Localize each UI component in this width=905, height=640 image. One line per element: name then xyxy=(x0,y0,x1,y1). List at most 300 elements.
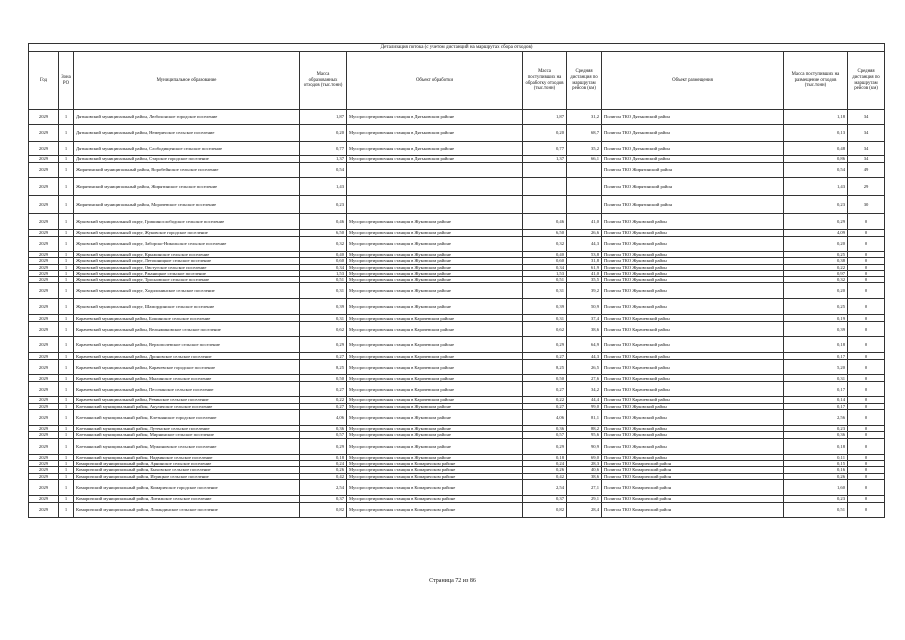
cell-processing-object: Мусоросортировочная станция в Жуковском районе xyxy=(347,230,523,237)
cell-mass-generated: 6,50 xyxy=(300,230,347,237)
cell-municipality: Жирятинский муниципальный район, Жирятинское сельское поселение xyxy=(74,178,300,196)
cell-mass-to-disposal: 0,19 xyxy=(784,315,848,322)
cell-processing-object: Мусоросортировочная станция в Карачевском районе xyxy=(347,375,523,382)
table-row xyxy=(29,337,885,353)
cell-mass-to-disposal: 2,56 xyxy=(784,410,848,426)
cell-disposal-object: Полигон ТКО Жуковский район xyxy=(602,438,784,454)
cell-avg-distance-processing: 31,8 xyxy=(567,258,602,264)
cell-processing-object: Мусоросортировочная станция в Карачевском районе xyxy=(347,360,523,375)
cell-zone: 1 xyxy=(59,252,74,258)
cell-municipality: Клетнянский муниципальный район, Лутенское сельское поселение xyxy=(74,426,300,432)
cell-mass-to-processing: 6,50 xyxy=(523,230,567,237)
cell-mass-generated: 4,06 xyxy=(300,410,347,426)
cell-mass-to-disposal: 0,23 xyxy=(784,196,848,214)
cell-year: 2029 xyxy=(29,252,59,258)
table-row xyxy=(29,196,885,214)
cell-avg-distance-processing: 41,0 xyxy=(567,214,602,230)
cell-avg-distance-disposal: 0 xyxy=(848,270,885,276)
cell-zone: 1 xyxy=(59,426,74,432)
cell-year: 2029 xyxy=(29,438,59,454)
cell-avg-distance-disposal: 0 xyxy=(848,322,885,337)
cell-processing-object: Мусоросортировочная станция в Комаричском районе xyxy=(347,479,523,495)
cell-mass-to-disposal: 0,32 xyxy=(784,277,848,283)
cell-avg-distance-disposal: 0 xyxy=(848,277,885,283)
cell-disposal-object: Полигон ТКО Жуковский район xyxy=(602,299,784,315)
cell-municipality: Клетнянский муниципальный район, Мирнинское сельское поселение xyxy=(74,432,300,438)
table-row xyxy=(29,315,885,322)
cell-mass-to-disposal: 0,48 xyxy=(784,142,848,156)
cell-mass-to-processing xyxy=(523,178,567,196)
cell-mass-to-disposal: 0,31 xyxy=(784,375,848,382)
cell-processing-object: Мусоросортировочная станция в Жуковском районе xyxy=(347,454,523,460)
cell-year: 2029 xyxy=(29,142,59,156)
cell-municipality: Карачевский муниципальный район, Дроновское сельское поселение xyxy=(74,353,300,360)
table-body xyxy=(29,110,885,518)
cell-mass-to-processing: 0,27 xyxy=(523,382,567,397)
col-header-year: Год xyxy=(29,52,59,110)
cell-zone: 1 xyxy=(59,258,74,264)
cell-mass-generated: 0,20 xyxy=(300,125,347,142)
cell-mass-to-disposal: 0,17 xyxy=(784,353,848,360)
cell-disposal-object: Полигон ТКО Жирятинский район xyxy=(602,196,784,214)
cell-mass-to-disposal: 0,22 xyxy=(784,264,848,270)
cell-mass-to-disposal: 0,39 xyxy=(784,322,848,337)
cell-municipality: Комаричский муниципальный район, Быховское сельское поселение xyxy=(74,467,300,473)
cell-avg-distance-processing: 31,2 xyxy=(567,110,602,125)
cell-mass-generated: 1,87 xyxy=(300,110,347,125)
cell-avg-distance-processing: 95,6 xyxy=(567,432,602,438)
cell-mass-to-processing: 0,24 xyxy=(523,460,567,466)
cell-year: 2029 xyxy=(29,264,59,270)
table-row xyxy=(29,125,885,142)
cell-zone: 1 xyxy=(59,264,74,270)
cell-mass-to-disposal: 0,23 xyxy=(784,495,848,502)
cell-year: 2029 xyxy=(29,403,59,409)
cell-disposal-object: Полигон ТКО Жуковский район xyxy=(602,214,784,230)
cell-avg-distance-processing: 27,1 xyxy=(567,479,602,495)
cell-disposal-object: Полигон ТКО Жуковский район xyxy=(602,403,784,409)
cell-zone: 1 xyxy=(59,397,74,403)
cell-mass-to-processing: 0,57 xyxy=(523,432,567,438)
cell-disposal-object: Полигон ТКО Дятьковский район xyxy=(602,125,784,142)
cell-processing-object: Мусоросортировочная станция в Жуковском районе xyxy=(347,283,523,299)
cell-disposal-object: Полигон ТКО Жуковский район xyxy=(602,230,784,237)
cell-zone: 1 xyxy=(59,214,74,230)
cell-mass-generated: 8,25 xyxy=(300,360,347,375)
table-row xyxy=(29,353,885,360)
table-row xyxy=(29,156,885,163)
cell-mass-to-processing: 8,25 xyxy=(523,360,567,375)
cell-municipality: Карачевский муниципальный район, Карачевское городское поселение xyxy=(74,360,300,375)
cell-disposal-object: Полигон ТКО Жуковский район xyxy=(602,410,784,426)
cell-mass-to-disposal: 0,13 xyxy=(784,125,848,142)
cell-disposal-object: Полигон ТКО Жуковский район xyxy=(602,277,784,283)
cell-municipality: Комаричский муниципальный район, Арнинское сельское поселение xyxy=(74,460,300,466)
cell-disposal-object: Полигон ТКО Карачевский район xyxy=(602,397,784,403)
cell-year: 2029 xyxy=(29,432,59,438)
cell-mass-to-disposal: 0,17 xyxy=(784,403,848,409)
table-row xyxy=(29,438,885,454)
cell-zone: 1 xyxy=(59,163,74,178)
cell-avg-distance-processing xyxy=(567,178,602,196)
cell-processing-object: Мусоросортировочная станция в Жуковском районе xyxy=(347,270,523,276)
cell-disposal-object: Полигон ТКО Карачевский район xyxy=(602,360,784,375)
cell-processing-object xyxy=(347,196,523,214)
cell-avg-distance-processing: 50,9 xyxy=(567,299,602,315)
cell-avg-distance-disposal: 0 xyxy=(848,432,885,438)
cell-mass-generated: 0,39 xyxy=(300,299,347,315)
cell-mass-to-processing xyxy=(523,163,567,178)
cell-avg-distance-processing: 37,4 xyxy=(567,315,602,322)
cell-municipality: Дятьковский муниципальный район, Немеричское сельское поселение xyxy=(74,125,300,142)
cell-zone: 1 xyxy=(59,375,74,382)
cell-avg-distance-disposal: 0 xyxy=(848,495,885,502)
col-header-mass-to-processing: Масса поступивших на обработку отходов (тыс.тонн) xyxy=(523,52,567,110)
cell-processing-object: Мусоросортировочная станция в Карачевском районе xyxy=(347,353,523,360)
cell-avg-distance-processing xyxy=(567,163,602,178)
cell-mass-generated: 1,43 xyxy=(300,178,347,196)
cell-mass-to-processing: 0,77 xyxy=(523,142,567,156)
cell-mass-generated: 1,37 xyxy=(300,156,347,163)
cell-avg-distance-processing: 81,1 xyxy=(567,410,602,426)
cell-disposal-object: Полигон ТКО Дятьковский район xyxy=(602,110,784,125)
table-row xyxy=(29,214,885,230)
cell-disposal-object: Полигон ТКО Жуковский район xyxy=(602,283,784,299)
cell-mass-generated: 1,53 xyxy=(300,270,347,276)
cell-municipality: Комаричский муниципальный район, Игрицкое сельское поселение xyxy=(74,473,300,479)
cell-mass-to-disposal: 0,29 xyxy=(784,214,848,230)
cell-processing-object: Мусоросортировочная станция в Дятьковском районе xyxy=(347,156,523,163)
cell-processing-object: Мусоросортировочная станция в Комаричском районе xyxy=(347,467,523,473)
col-header-municipality: Муниципальное образование xyxy=(74,52,300,110)
cell-disposal-object: Полигон ТКО Жирятинский район xyxy=(602,178,784,196)
cell-municipality: Жуковский муниципальный округ, Тросновское сельское поселение xyxy=(74,277,300,283)
cell-avg-distance-disposal: 0 xyxy=(848,438,885,454)
cell-mass-generated: 0,57 xyxy=(300,432,347,438)
cell-mass-generated: 0,29 xyxy=(300,438,347,454)
cell-mass-to-disposal: 0,97 xyxy=(784,270,848,276)
cell-year: 2029 xyxy=(29,258,59,264)
cell-mass-to-processing: 0,37 xyxy=(523,495,567,502)
cell-disposal-object: Полигон ТКО Жуковский район xyxy=(602,426,784,432)
col-header-avg-distance-processing: Средняя дистанция по маршрутам рейсов (км) xyxy=(567,52,602,110)
cell-municipality: Клетнянский муниципальный район, Акуличское сельское поселение xyxy=(74,403,300,409)
cell-municipality: Карачевский муниципальный район, Ревинское сельское поселение xyxy=(74,397,300,403)
cell-avg-distance-disposal: 0 xyxy=(848,410,885,426)
cell-mass-generated: 0,42 xyxy=(300,473,347,479)
cell-zone: 1 xyxy=(59,277,74,283)
cell-year: 2029 xyxy=(29,125,59,142)
cell-processing-object: Мусоросортировочная станция в Карачевском районе xyxy=(347,322,523,337)
cell-municipality: Карачевский муниципальный район, Вельяминовское сельское поселение xyxy=(74,322,300,337)
cell-mass-generated: 0,40 xyxy=(300,252,347,258)
cell-avg-distance-disposal: 0 xyxy=(848,467,885,473)
cell-zone: 1 xyxy=(59,382,74,397)
cell-mass-to-processing: 0,36 xyxy=(523,426,567,432)
cell-avg-distance-disposal: 0 xyxy=(848,382,885,397)
cell-mass-generated: 0,24 xyxy=(300,460,347,466)
cell-municipality: Жуковский муниципальный округ, Ржаницкое сельское поселение xyxy=(74,270,300,276)
cell-processing-object: Мусоросортировочная станция в Комаричском районе xyxy=(347,473,523,479)
cell-avg-distance-disposal: 0 xyxy=(848,299,885,315)
cell-disposal-object: Полигон ТКО Жуковский район xyxy=(602,258,784,264)
cell-year: 2029 xyxy=(29,473,59,479)
cell-zone: 1 xyxy=(59,270,74,276)
cell-avg-distance-processing: 26,6 xyxy=(567,230,602,237)
cell-avg-distance-processing: 38,6 xyxy=(567,322,602,337)
cell-municipality: Жирятинский муниципальный район, Воробейнское сельское поселение xyxy=(74,163,300,178)
cell-avg-distance-disposal: 0 xyxy=(848,454,885,460)
cell-avg-distance-processing: 44,3 xyxy=(567,237,602,252)
cell-zone: 1 xyxy=(59,322,74,337)
cell-zone: 1 xyxy=(59,360,74,375)
cell-mass-to-processing: 0,22 xyxy=(523,397,567,403)
cell-year: 2029 xyxy=(29,283,59,299)
cell-year: 2029 xyxy=(29,495,59,502)
cell-zone: 1 xyxy=(59,495,74,502)
cell-zone: 1 xyxy=(59,502,74,517)
cell-year: 2029 xyxy=(29,502,59,517)
cell-disposal-object: Полигон ТКО Комаричский район xyxy=(602,467,784,473)
cell-mass-to-processing: 0,46 xyxy=(523,214,567,230)
cell-municipality: Жирятинский муниципальный район, Морачевское сельское поселение xyxy=(74,196,300,214)
cell-mass-to-disposal: 0,86 xyxy=(784,156,848,163)
cell-processing-object: Мусоросортировочная станция в Комаричском районе xyxy=(347,460,523,466)
cell-processing-object: Мусоросортировочная станция в Жуковском районе xyxy=(347,258,523,264)
cell-zone: 1 xyxy=(59,460,74,466)
cell-zone: 1 xyxy=(59,196,74,214)
cell-processing-object: Мусоросортировочная станция в Жуковском районе xyxy=(347,438,523,454)
cell-year: 2029 xyxy=(29,337,59,353)
cell-mass-to-disposal: 0,26 xyxy=(784,473,848,479)
cell-year: 2029 xyxy=(29,156,59,163)
cell-municipality: Дятьковский муниципальный район, Старское городское поселение xyxy=(74,156,300,163)
table-title: Детализация потока (с учетом дистанций на маршрутах сбора отходов) xyxy=(29,44,885,52)
cell-zone: 1 xyxy=(59,299,74,315)
cell-processing-object: Мусоросортировочная станция в Дятьковском районе xyxy=(347,125,523,142)
cell-municipality: Жуковский муниципальный округ, Летошницкое сельское поселение xyxy=(74,258,300,264)
cell-year: 2029 xyxy=(29,375,59,382)
cell-avg-distance-processing: 68,7 xyxy=(567,125,602,142)
cell-year: 2029 xyxy=(29,397,59,403)
cell-zone: 1 xyxy=(59,125,74,142)
cell-mass-to-processing: 0,51 xyxy=(523,277,567,283)
cell-municipality: Карачевский муниципальный район, Бошинское сельское поселение xyxy=(74,315,300,322)
cell-avg-distance-processing: 66,1 xyxy=(567,156,602,163)
cell-year: 2029 xyxy=(29,214,59,230)
cell-avg-distance-processing: 69,0 xyxy=(567,454,602,460)
cell-mass-to-disposal: 4,09 xyxy=(784,230,848,237)
cell-avg-distance-disposal: 0 xyxy=(848,502,885,517)
cell-avg-distance-processing: 39,2 xyxy=(567,283,602,299)
cell-mass-to-processing: 0,27 xyxy=(523,353,567,360)
cell-avg-distance-disposal: 0 xyxy=(848,479,885,495)
cell-avg-distance-processing: 40,6 xyxy=(567,467,602,473)
cell-processing-object: Мусоросортировочная станция в Карачевском районе xyxy=(347,397,523,403)
cell-avg-distance-processing: 28,3 xyxy=(567,460,602,466)
cell-mass-to-processing: 0,29 xyxy=(523,438,567,454)
cell-zone: 1 xyxy=(59,403,74,409)
cell-avg-distance-disposal: 0 xyxy=(848,337,885,353)
cell-avg-distance-disposal: 0 xyxy=(848,353,885,360)
cell-year: 2029 xyxy=(29,460,59,466)
table-row xyxy=(29,299,885,315)
cell-processing-object: Мусоросортировочная станция в Жуковском районе xyxy=(347,277,523,283)
cell-year: 2029 xyxy=(29,426,59,432)
cell-municipality: Жуковский муниципальный округ, Заборско-Никольское сельское поселение xyxy=(74,237,300,252)
cell-year: 2029 xyxy=(29,270,59,276)
cell-mass-generated: 0,62 xyxy=(300,322,347,337)
table-row xyxy=(29,283,885,299)
cell-mass-to-processing: 4,06 xyxy=(523,410,567,426)
cell-year: 2029 xyxy=(29,410,59,426)
cell-zone: 1 xyxy=(59,438,74,454)
cell-avg-distance-disposal: 0 xyxy=(848,473,885,479)
cell-municipality: Карачевский муниципальный район, Песочанское сельское поселение xyxy=(74,382,300,397)
cell-zone: 1 xyxy=(59,473,74,479)
cell-municipality: Жуковский муниципальный округ, Овстугское сельское поселение xyxy=(74,264,300,270)
cell-processing-object: Мусоросортировочная станция в Карачевском районе xyxy=(347,337,523,353)
cell-mass-generated: 0,23 xyxy=(300,196,347,214)
cell-avg-distance-processing: 27,6 xyxy=(567,375,602,382)
cell-disposal-object: Полигон ТКО Комаричский район xyxy=(602,460,784,466)
cell-disposal-object: Полигон ТКО Карачевский район xyxy=(602,315,784,322)
col-header-mass-generated: Масса образованных отходов (тыс.тонн) xyxy=(300,52,347,110)
cell-avg-distance-processing: 53,8 xyxy=(567,252,602,258)
cell-avg-distance-processing: 34,2 xyxy=(567,382,602,397)
table-row xyxy=(29,382,885,397)
cell-disposal-object: Полигон ТКО Дятьковский район xyxy=(602,142,784,156)
cell-avg-distance-disposal: 34 xyxy=(848,156,885,163)
cell-mass-to-disposal: 0,15 xyxy=(784,460,848,466)
cell-disposal-object: Полигон ТКО Жуковский район xyxy=(602,270,784,276)
cell-processing-object: Мусоросортировочная станция в Жуковском районе xyxy=(347,426,523,432)
cell-disposal-object: Полигон ТКО Карачевский район xyxy=(602,375,784,382)
cell-mass-to-disposal: 1,43 xyxy=(784,178,848,196)
cell-avg-distance-processing: 88,2 xyxy=(567,426,602,432)
cell-zone: 1 xyxy=(59,156,74,163)
cell-year: 2029 xyxy=(29,178,59,196)
cell-mass-to-processing: 0,31 xyxy=(523,315,567,322)
cell-avg-distance-disposal: 0 xyxy=(848,460,885,466)
cell-mass-generated: 0,50 xyxy=(300,375,347,382)
cell-mass-to-processing: 0,50 xyxy=(523,375,567,382)
table-row xyxy=(29,230,885,237)
table-row xyxy=(29,163,885,178)
cell-disposal-object: Полигон ТКО Карачевский район xyxy=(602,353,784,360)
table-row xyxy=(29,237,885,252)
cell-processing-object: Мусоросортировочная станция в Жуковском районе xyxy=(347,237,523,252)
cell-zone: 1 xyxy=(59,178,74,196)
cell-processing-object: Мусоросортировочная станция в Жуковском районе xyxy=(347,264,523,270)
cell-processing-object: Мусоросортировочная станция в Дятьковском районе xyxy=(347,110,523,125)
cell-year: 2029 xyxy=(29,353,59,360)
cell-zone: 1 xyxy=(59,479,74,495)
cell-mass-to-disposal: 5,20 xyxy=(784,360,848,375)
cell-avg-distance-disposal: 0 xyxy=(848,426,885,432)
cell-disposal-object: Полигон ТКО Жуковский район xyxy=(602,454,784,460)
cell-processing-object: Мусоросортировочная станция в Карачевском районе xyxy=(347,382,523,397)
cell-mass-to-disposal: 0,51 xyxy=(784,502,848,517)
cell-mass-to-disposal: 0,38 xyxy=(784,258,848,264)
cell-avg-distance-disposal: 0 xyxy=(848,283,885,299)
cell-mass-to-disposal: 0,14 xyxy=(784,397,848,403)
cell-avg-distance-processing: 90,9 xyxy=(567,438,602,454)
cell-avg-distance-disposal: 34 xyxy=(848,110,885,125)
cell-mass-to-processing: 0,42 xyxy=(523,473,567,479)
table-row xyxy=(29,495,885,502)
cell-zone: 1 xyxy=(59,315,74,322)
cell-avg-distance-disposal: 30 xyxy=(848,196,885,214)
table-row xyxy=(29,360,885,375)
cell-mass-generated: 0,26 xyxy=(300,467,347,473)
cell-municipality: Жуковский муниципальный округ, Гришинослободское сельское поселение xyxy=(74,214,300,230)
cell-mass-generated: 0,31 xyxy=(300,283,347,299)
cell-avg-distance-disposal: 0 xyxy=(848,237,885,252)
cell-avg-distance-disposal: 34 xyxy=(848,125,885,142)
cell-processing-object: Мусоросортировочная станция в Комаричском районе xyxy=(347,502,523,517)
cell-mass-generated: 0,54 xyxy=(300,163,347,178)
cell-processing-object: Мусоросортировочная станция в Жуковском районе xyxy=(347,403,523,409)
cell-avg-distance-processing: 44,3 xyxy=(567,353,602,360)
cell-zone: 1 xyxy=(59,337,74,353)
cell-mass-generated: 0,51 xyxy=(300,277,347,283)
cell-year: 2029 xyxy=(29,110,59,125)
cell-zone: 1 xyxy=(59,142,74,156)
cell-municipality: Карачевский муниципальный район, Мылинское сельское поселение xyxy=(74,375,300,382)
cell-processing-object xyxy=(347,163,523,178)
table-row xyxy=(29,142,885,156)
table-row xyxy=(29,479,885,495)
table-row xyxy=(29,410,885,426)
cell-avg-distance-processing: 41,0 xyxy=(567,270,602,276)
cell-municipality: Жуковский муниципальный округ, Шамординское сельское поселение xyxy=(74,299,300,315)
cell-mass-to-processing: 0,29 xyxy=(523,337,567,353)
cell-mass-generated: 0,82 xyxy=(300,502,347,517)
cell-mass-generated: 0,27 xyxy=(300,403,347,409)
cell-mass-to-processing: 2,54 xyxy=(523,479,567,495)
cell-mass-generated: 0,36 xyxy=(300,426,347,432)
cell-avg-distance-processing: 38,6 xyxy=(567,473,602,479)
cell-avg-distance-processing: 99,0 xyxy=(567,403,602,409)
cell-mass-to-processing: 0,20 xyxy=(523,125,567,142)
cell-avg-distance-disposal: 0 xyxy=(848,230,885,237)
cell-disposal-object: Полигон ТКО Дятьковский район xyxy=(602,156,784,163)
cell-processing-object: Мусоросортировочная станция в Жуковском районе xyxy=(347,252,523,258)
cell-year: 2029 xyxy=(29,454,59,460)
table-row xyxy=(29,178,885,196)
cell-year: 2029 xyxy=(29,479,59,495)
col-header-disposal-object: Объект размещения xyxy=(602,52,784,110)
cell-year: 2029 xyxy=(29,277,59,283)
cell-avg-distance-disposal: 0 xyxy=(848,360,885,375)
cell-year: 2029 xyxy=(29,163,59,178)
cell-disposal-object: Полигон ТКО Карачевский район xyxy=(602,337,784,353)
cell-mass-generated: 0,31 xyxy=(300,315,347,322)
cell-mass-to-disposal: 0,36 xyxy=(784,432,848,438)
cell-mass-to-disposal: 0,18 xyxy=(784,438,848,454)
cell-processing-object xyxy=(347,178,523,196)
cell-mass-to-disposal: 0,20 xyxy=(784,283,848,299)
cell-mass-to-processing: 0,26 xyxy=(523,467,567,473)
cell-year: 2029 xyxy=(29,360,59,375)
cell-processing-object: Мусоросортировочная станция в Жуковском районе xyxy=(347,214,523,230)
cell-processing-object: Мусоросортировочная станция в Жуковском районе xyxy=(347,432,523,438)
cell-avg-distance-disposal: 29 xyxy=(848,178,885,196)
cell-mass-to-disposal: 0,11 xyxy=(784,454,848,460)
cell-processing-object: Мусоросортировочная станция в Жуковском районе xyxy=(347,299,523,315)
cell-disposal-object: Полигон ТКО Комаричский район xyxy=(602,502,784,517)
